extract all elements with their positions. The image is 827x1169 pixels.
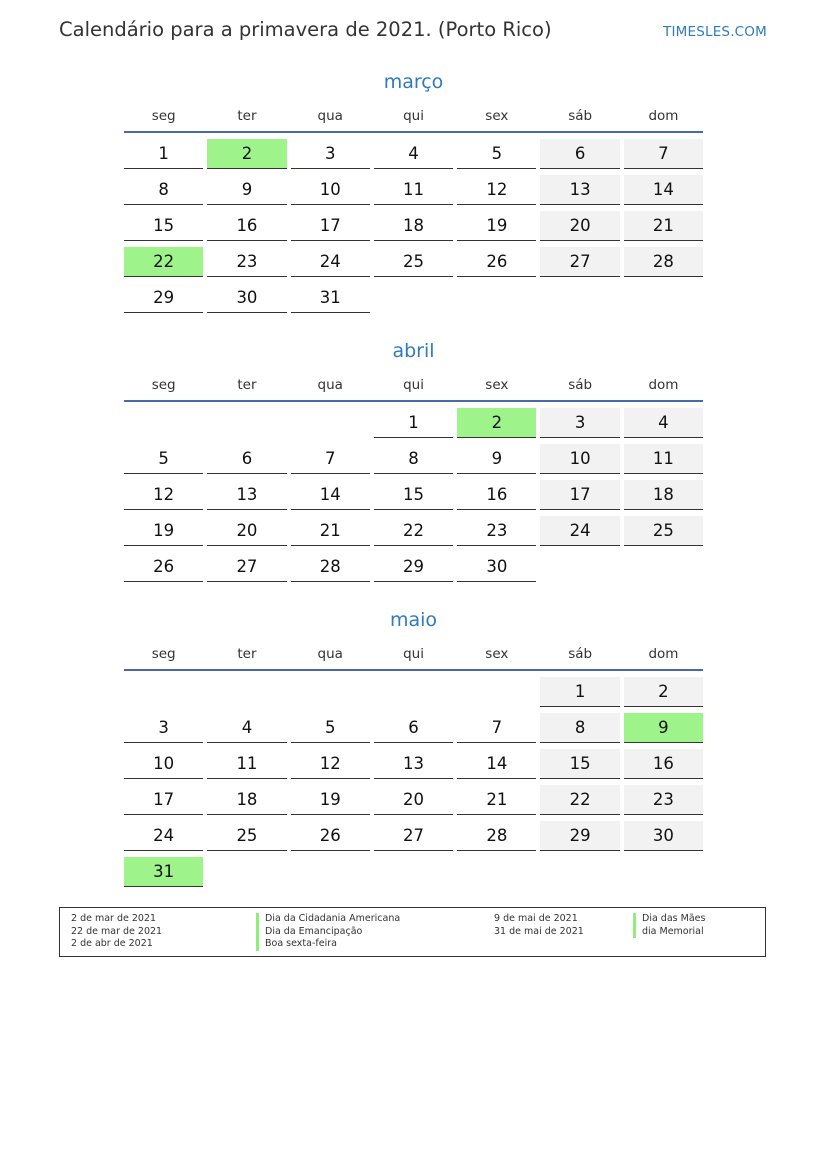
day-cell: 27 (374, 821, 453, 851)
day-cell: 7 (291, 444, 370, 474)
legend-holiday-name: Boa sexta-feira (256, 938, 400, 951)
day-grid (122, 675, 705, 891)
legend-names-left (256, 913, 400, 951)
legend-names-right (633, 913, 705, 938)
holiday-day-cell: 2 (207, 139, 286, 169)
empty-day-cell (207, 408, 286, 438)
day-cell: 8 (124, 175, 203, 205)
day-cell: 4 (624, 408, 703, 438)
day-cell: 17 (124, 785, 203, 815)
header-divider (124, 400, 703, 402)
day-cell: 29 (124, 283, 203, 313)
header-divider (124, 131, 703, 133)
day-cell: 12 (457, 175, 536, 205)
day-cell: 25 (374, 247, 453, 277)
header-divider (124, 669, 703, 671)
day-cell: 21 (291, 516, 370, 546)
day-cell: 7 (457, 713, 536, 743)
day-cell: 23 (457, 516, 536, 546)
day-cell: 3 (124, 713, 203, 743)
day-cell: 3 (291, 139, 370, 169)
month-march (122, 68, 705, 317)
day-cell: 21 (457, 785, 536, 815)
legend-holiday-name: Dia da Emancipação (256, 926, 400, 939)
day-cell: 12 (291, 749, 370, 779)
month-title: abril (392, 340, 435, 362)
day-cell: 27 (540, 247, 619, 277)
day-cell: 26 (457, 247, 536, 277)
day-cell: 24 (291, 247, 370, 277)
weekday-label: dom (648, 108, 679, 124)
day-cell: 5 (291, 713, 370, 743)
weekday-label: qua (317, 646, 343, 662)
brand-link[interactable]: TIMESLES.COM (663, 24, 767, 40)
empty-day-cell (124, 677, 203, 707)
day-cell: 28 (624, 247, 703, 277)
day-cell: 14 (291, 480, 370, 510)
weekday-label: seg (151, 108, 176, 124)
day-grid (122, 406, 705, 586)
day-cell: 10 (291, 175, 370, 205)
weekday-label: sex (485, 108, 509, 124)
page-title: Calendário para a primavera de 2021. (Porto Rico) (59, 18, 552, 41)
holiday-day-cell: 31 (124, 857, 203, 887)
weekday-label: seg (151, 646, 176, 662)
day-cell: 11 (207, 749, 286, 779)
month-april (122, 337, 705, 586)
day-cell: 19 (457, 211, 536, 241)
day-cell: 18 (207, 785, 286, 815)
weekday-label: sáb (568, 646, 593, 662)
day-cell: 29 (374, 552, 453, 582)
day-cell: 5 (124, 444, 203, 474)
weekday-label: qui (403, 108, 424, 124)
holiday-legend (59, 907, 766, 957)
empty-day-cell (374, 677, 453, 707)
day-cell: 30 (457, 552, 536, 582)
legend-dates-right (494, 913, 584, 938)
weekday-header (122, 371, 705, 399)
day-cell: 28 (457, 821, 536, 851)
weekday-label: qui (403, 646, 424, 662)
day-cell: 15 (124, 211, 203, 241)
legend-dates-left (71, 913, 162, 951)
day-cell: 8 (540, 713, 619, 743)
weekday-label: sáb (568, 108, 593, 124)
day-cell: 22 (540, 785, 619, 815)
day-cell: 11 (624, 444, 703, 474)
day-cell: 13 (374, 749, 453, 779)
day-cell: 9 (457, 444, 536, 474)
day-cell: 25 (624, 516, 703, 546)
day-cell: 23 (624, 785, 703, 815)
weekday-label: ter (237, 646, 257, 662)
day-cell: 14 (457, 749, 536, 779)
day-cell: 21 (624, 211, 703, 241)
day-cell: 30 (624, 821, 703, 851)
day-cell: 12 (124, 480, 203, 510)
day-cell: 10 (124, 749, 203, 779)
day-cell: 13 (207, 480, 286, 510)
day-cell: 10 (540, 444, 619, 474)
legend-holiday-name: dia Memorial (633, 926, 705, 939)
day-cell: 1 (374, 408, 453, 438)
day-cell: 7 (624, 139, 703, 169)
day-cell: 14 (624, 175, 703, 205)
empty-day-cell (457, 677, 536, 707)
day-cell: 6 (207, 444, 286, 474)
empty-day-cell (124, 408, 203, 438)
day-cell: 1 (124, 139, 203, 169)
day-cell: 29 (540, 821, 619, 851)
day-cell: 24 (540, 516, 619, 546)
legend-holiday-name: Dia das Mães (633, 913, 705, 926)
weekday-label: qua (317, 108, 343, 124)
weekday-label: sáb (568, 377, 593, 393)
day-cell: 19 (124, 516, 203, 546)
month-may (122, 606, 705, 891)
day-cell: 16 (624, 749, 703, 779)
weekday-label: seg (151, 377, 176, 393)
weekday-header (122, 102, 705, 130)
day-cell: 19 (291, 785, 370, 815)
weekday-label: sex (485, 377, 509, 393)
empty-day-cell (207, 677, 286, 707)
day-cell: 26 (124, 552, 203, 582)
legend-date: 2 de mar de 2021 (71, 913, 157, 924)
month-title: março (383, 71, 444, 93)
day-cell: 18 (624, 480, 703, 510)
weekday-label: sex (485, 646, 509, 662)
holiday-day-cell: 22 (124, 247, 203, 277)
empty-day-cell (291, 677, 370, 707)
day-cell: 6 (540, 139, 619, 169)
month-title: maio (389, 609, 438, 631)
day-cell: 20 (207, 516, 286, 546)
day-grid (122, 137, 705, 317)
weekday-label: dom (648, 377, 679, 393)
day-cell: 1 (540, 677, 619, 707)
weekday-label: ter (237, 108, 257, 124)
day-cell: 17 (540, 480, 619, 510)
day-cell: 2 (624, 677, 703, 707)
day-cell: 18 (374, 211, 453, 241)
holiday-day-cell: 2 (457, 408, 536, 438)
day-cell: 6 (374, 713, 453, 743)
legend-date: 22 de mar de 2021 (71, 925, 163, 937)
day-cell: 3 (540, 408, 619, 438)
day-cell: 5 (457, 139, 536, 169)
day-cell: 28 (291, 552, 370, 582)
day-cell: 23 (207, 247, 286, 277)
day-cell: 4 (374, 139, 453, 169)
weekday-label: qui (403, 377, 424, 393)
day-cell: 17 (291, 211, 370, 241)
day-cell: 20 (374, 785, 453, 815)
day-cell: 8 (374, 444, 453, 474)
day-cell: 9 (207, 175, 286, 205)
day-cell: 4 (207, 713, 286, 743)
day-cell: 31 (291, 283, 370, 313)
day-cell: 24 (124, 821, 203, 851)
legend-date: 31 de mai de 2021 (494, 925, 584, 937)
holiday-day-cell: 9 (624, 713, 703, 743)
day-cell: 16 (457, 480, 536, 510)
day-cell: 16 (207, 211, 286, 241)
empty-day-cell (291, 408, 370, 438)
day-cell: 11 (374, 175, 453, 205)
legend-date: 9 de mai de 2021 (494, 913, 578, 924)
day-cell: 27 (207, 552, 286, 582)
day-cell: 20 (540, 211, 619, 241)
weekday-label: qua (317, 377, 343, 393)
legend-holiday-name: Dia da Cidadania Americana (256, 913, 400, 926)
day-cell: 26 (291, 821, 370, 851)
day-cell: 15 (374, 480, 453, 510)
weekday-label: dom (648, 646, 679, 662)
day-cell: 25 (207, 821, 286, 851)
weekday-header (122, 640, 705, 668)
legend-date: 2 de abr de 2021 (71, 938, 153, 950)
day-cell: 30 (207, 283, 286, 313)
day-cell: 22 (374, 516, 453, 546)
day-cell: 15 (540, 749, 619, 779)
weekday-label: ter (237, 377, 257, 393)
day-cell: 13 (540, 175, 619, 205)
